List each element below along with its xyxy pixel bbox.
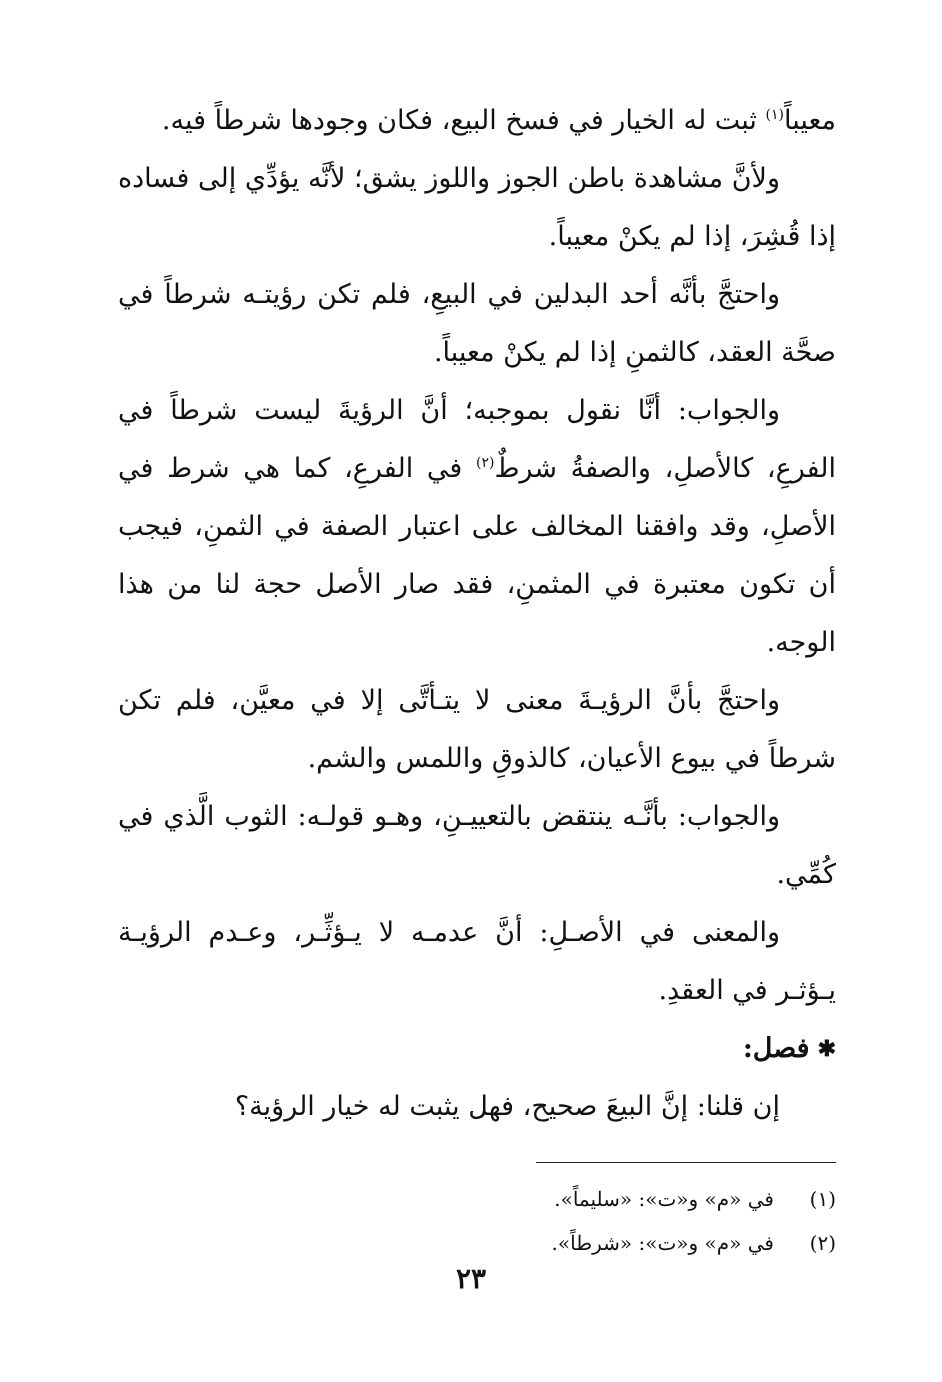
footnote-text: في «م» و«ت»: «شرطاً».: [551, 1231, 774, 1255]
footnote-2: [118, 1221, 836, 1265]
section-question: إن قلنا: إنَّ البيعَ صحيح، فهل يثبت له خيار الرؤية؟: [234, 1091, 780, 1122]
section-heading: [118, 1020, 836, 1078]
main-text: [118, 92, 836, 1136]
footnote-ref-1: (١): [765, 107, 784, 123]
footnote-1: [118, 1177, 836, 1221]
paragraph-6: والجواب: بأنَّـه ينتقض بالتعييـنِ، وهـو قولـه: الثوب الَّذي في كُمِّي.: [118, 801, 836, 890]
paragraph-5: واحتجَّ بأنَّ الرؤيـةَ معنى لا يتـأتَّى إلا في معيَّن، فلم تكن شرطاً في بيوع الأعيان، كالذوقِ واللمس والشم.: [118, 685, 836, 774]
footnote-text: في «م» و«ت»: «سليماً».: [554, 1187, 774, 1211]
star-icon: ✱: [817, 1036, 836, 1062]
paragraph-1: [118, 92, 836, 150]
section-heading-text: فصل:: [742, 1033, 810, 1064]
paragraph-text: معيباً: [783, 105, 836, 136]
document-page: [118, 92, 836, 1342]
footnote-ref-2: (٢): [475, 455, 495, 471]
paragraph-7: والمعنى في الأصـلِ: أنَّ عدمـه لا يـؤثِّـر، وعـدم الرؤيـة يـؤثـر في العقدِ.: [118, 917, 836, 1006]
footnote-number: (٢): [809, 1231, 836, 1255]
page-number: ٢٣: [455, 1262, 487, 1295]
paragraph-text: ثبت له الخيار في فسخ البيع، فكان وجودها شرطاً فيه.: [161, 105, 766, 136]
paragraph-text: والجواب: أنَّا نقول بموجبه؛ أنَّ الرؤيةَ ليست شرطاً في الفرعِ، كالأصلِ، والصفةُ شرطٌ: [118, 395, 836, 484]
paragraph-3: واحتجَّ بأنَّه أحد البدلين في البيعِ، فلم تكن رؤيتـه شرطاً في صحَّة العقد، كالثمنِ إذا لم يكنْ معيباً.: [118, 279, 836, 368]
footnote-divider: [536, 1162, 836, 1163]
footnote-number: (١): [809, 1187, 836, 1211]
paragraph-text: في الفرعِ، كما هي شرط في الأصلِ، وقد وافقنا المخالف على اعتبار الصفة في الثمنِ، فيجب أن تكون معتبرة في المثمنِ، فقد صار الأصل حجة لنا من هذا الوجه.: [118, 453, 836, 658]
footnotes: [118, 1177, 836, 1265]
paragraph-2: ولأنَّ مشاهدة باطن الجوز واللوز يشق؛ لأنَّه يؤدِّي إلى فساده إذا قُشِرَ، إذا لم يكنْ معيباً.: [118, 163, 836, 252]
paragraph-4: [118, 382, 836, 672]
